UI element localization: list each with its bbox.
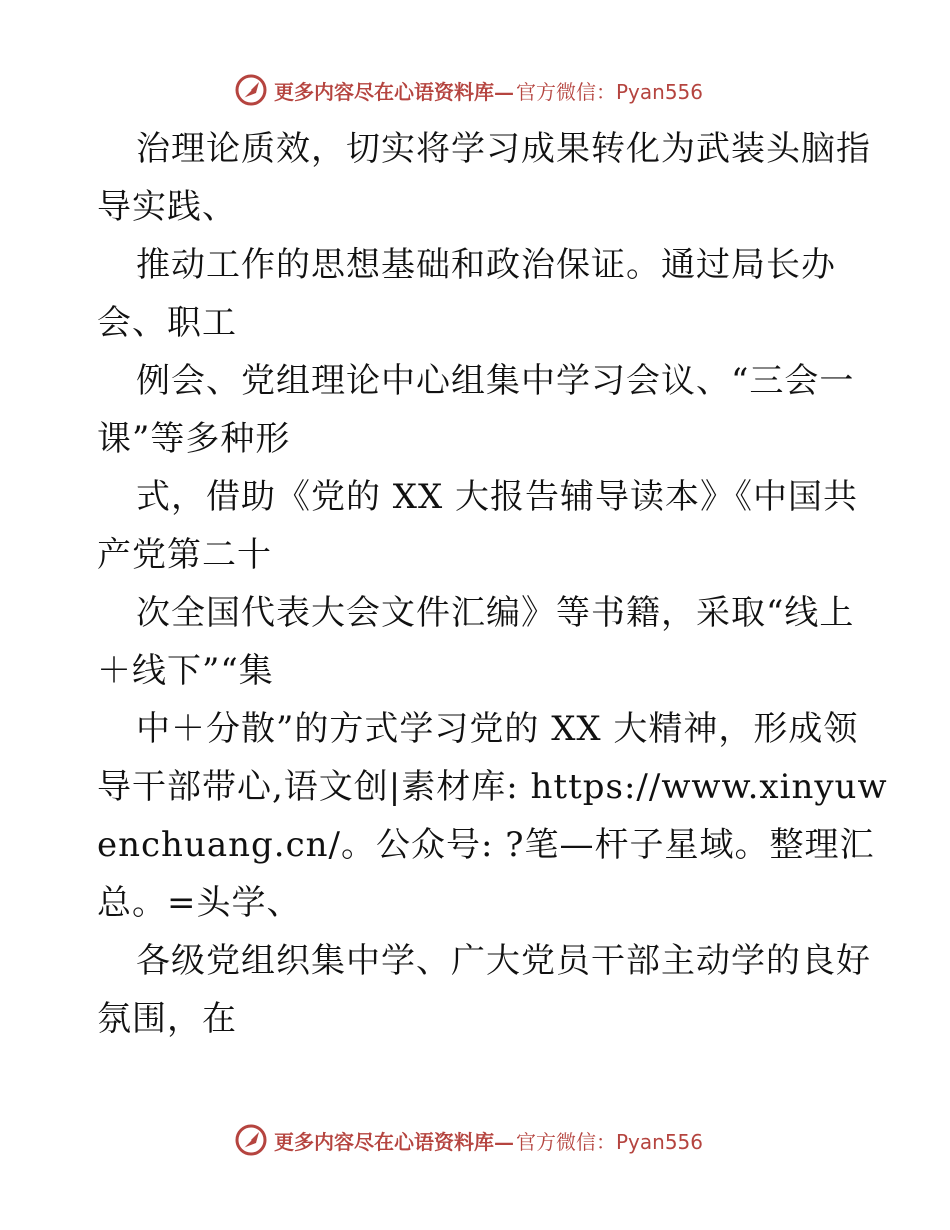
document-body — [97, 120, 888, 1048]
body-line: 会、职工 — [97, 303, 237, 343]
quill-logo-icon — [234, 1123, 268, 1157]
body-line: enchuang.cn/。公众号: ?笔—杆子星域。整理汇 — [97, 825, 875, 865]
body-line: 导实践、 — [97, 187, 237, 227]
body-line: 氛围，在 — [97, 999, 237, 1039]
body-line: 总。=头学、 — [97, 883, 302, 923]
body-line: 产党第二十 — [97, 535, 272, 575]
header-banner-official: 官方微信：Pyan556 — [516, 79, 704, 104]
quill-logo-icon — [234, 73, 268, 107]
body-line: 治理论质效，切实将学习成果转化为武装头脑指 — [136, 129, 871, 169]
body-line: 课”等多种形 — [97, 419, 291, 459]
footer-banner-text: 更多内容尽在心语资料库— — [274, 1129, 514, 1154]
body-line: 次全国代表大会文件汇编》等书籍，采取“线上 — [136, 593, 855, 633]
body-line: 导干部带心,语文创|素材库: https://www.xinyuw — [97, 767, 888, 807]
body-line: 各级党组织集中学、广大党员干部主动学的良好 — [136, 941, 871, 981]
body-line: ＋线下”“集 — [97, 651, 274, 691]
header-banner — [234, 70, 703, 110]
footer-banner-official: 官方微信：Pyan556 — [516, 1129, 704, 1154]
footer-banner — [234, 1120, 703, 1160]
header-banner-text: 更多内容尽在心语资料库— — [274, 79, 514, 104]
body-line: 中＋分散”的方式学习党的 XX 大精神，形成领 — [136, 709, 859, 749]
body-line: 式，借助《党的 XX 大报告辅导读本》《中国共 — [136, 477, 859, 517]
body-line: 推动工作的思想基础和政治保证。通过局长办 — [136, 245, 836, 285]
body-line: 例会、党组理论中心组集中学习会议、“三会一 — [136, 361, 855, 401]
